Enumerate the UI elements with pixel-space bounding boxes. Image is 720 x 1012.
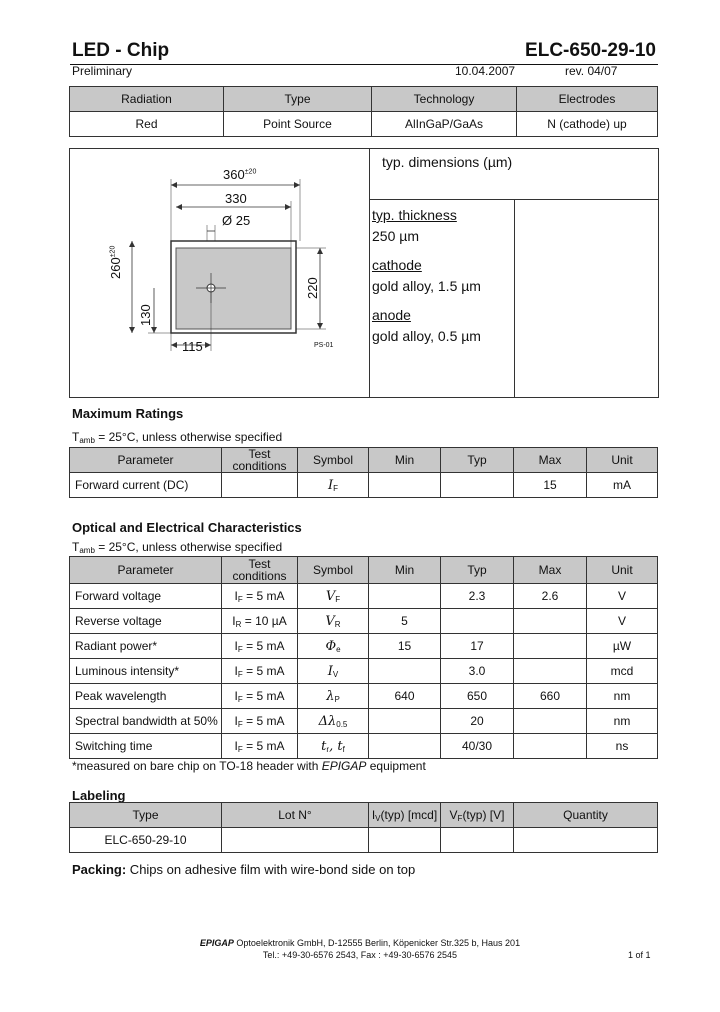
summary-header-row xyxy=(70,87,658,112)
type-header: Type xyxy=(224,87,372,112)
max-cell xyxy=(514,659,587,684)
vf-value xyxy=(441,828,514,853)
electrodes-header: Electrodes xyxy=(517,87,658,112)
max-header: Max xyxy=(514,448,587,473)
max-ratings-condition: $T_{amb} = 25^\circ C$, unless otherwise specified xyxy=(72,430,283,445)
cathode-value: gold alloy, 1.5 µm xyxy=(372,278,481,294)
min-cell xyxy=(369,659,441,684)
unit-header: Unit xyxy=(587,557,658,584)
unit-header: Unit xyxy=(587,448,658,473)
max-cell: 2.6 xyxy=(514,584,587,609)
optical-title: Optical and Electrical Characteristics xyxy=(72,520,302,535)
width-outer-label: $360^{\pm 20}$ xyxy=(223,167,257,182)
labeling-table xyxy=(69,802,658,853)
unit-cell: mA xyxy=(587,473,658,498)
symbol-header: Symbol xyxy=(298,557,369,584)
symbol-header: Symbol xyxy=(298,448,369,473)
typ-cell: 2.3 xyxy=(441,584,514,609)
technology-value: AlInGaP/GaAs xyxy=(372,112,517,137)
max-ratings-title: Maximum Ratings xyxy=(72,406,184,421)
type-value: Point Source xyxy=(224,112,372,137)
parameter-cell: Forward voltage xyxy=(70,584,222,609)
max-cell xyxy=(514,609,587,634)
parameter-cell: Forward current (DC) xyxy=(70,473,222,498)
test-conditions-header: Test conditions xyxy=(222,557,298,584)
table-row xyxy=(70,659,658,684)
parameter-cell: Peak wavelength xyxy=(70,684,222,709)
document-revision: rev. 04/07 xyxy=(565,64,618,78)
typ-cell: 17 xyxy=(441,634,514,659)
unit-cell: V xyxy=(587,609,658,634)
symbol-cell: $I_F$ xyxy=(298,473,369,498)
min-cell xyxy=(369,473,441,498)
max-cell xyxy=(514,709,587,734)
label-type-value: ELC-650-29-10 xyxy=(70,828,222,853)
min-cell xyxy=(369,734,441,759)
labeling-value-row xyxy=(70,828,658,853)
typ-cell: 20 xyxy=(441,709,514,734)
unit-cell: nm xyxy=(587,684,658,709)
table-row xyxy=(70,634,658,659)
page-number: 1 of 1 xyxy=(628,950,651,960)
optical-condition: $T_{amb} = 25^\circ C$, unless otherwise specified xyxy=(72,540,283,555)
max-ratings-table xyxy=(69,447,658,498)
dimensions-title: typ. dimensions (µm) xyxy=(382,154,513,170)
symbol-cell: $V_R$ xyxy=(298,609,369,634)
footer-contact: Tel.: +49-30-6576 2543, Fax : +49-30-6576 2545 xyxy=(262,950,458,960)
thickness-label: typ. thickness xyxy=(372,207,457,223)
max-cell xyxy=(514,734,587,759)
unit-cell: V xyxy=(587,584,658,609)
unit-cell: mcd xyxy=(587,659,658,684)
anode-label: anode xyxy=(372,307,411,323)
min-cell xyxy=(369,709,441,734)
symbol-cell: $I_V$ xyxy=(298,659,369,684)
unit-cell: ns xyxy=(587,734,658,759)
test-conditions-header: Test conditions xyxy=(222,448,298,473)
quantity-value xyxy=(514,828,658,853)
table-row xyxy=(70,609,658,634)
electrodes-value: N (cathode) up xyxy=(517,112,658,137)
unit-cell: nm xyxy=(587,709,658,734)
height-outer-label: $260^{\pm 20}$ xyxy=(108,245,123,279)
min-header: Min xyxy=(369,448,441,473)
test-cell: $I_F = 5$ mA xyxy=(222,684,298,709)
technology-header: Technology xyxy=(372,87,517,112)
test-cell: $I_F = 5$ mA xyxy=(222,584,298,609)
max-cell xyxy=(514,634,587,659)
iv-value xyxy=(369,828,441,853)
packing-info: Packing: Chips on adhesive film with wire-bond side on top xyxy=(72,862,416,877)
parameter-cell: Switching time xyxy=(70,734,222,759)
radiation-header: Radiation xyxy=(70,87,224,112)
test-cell: $I_R = 10$ µA xyxy=(222,609,298,634)
typ-header: Typ xyxy=(441,448,514,473)
lot-number-header: Lot N° xyxy=(222,803,369,828)
parameter-cell: Luminous intensity* xyxy=(70,659,222,684)
footer-address: EPIGAP Optoelektronik GmbH, D-12555 Berlin, Köpenicker Str.325 b, Haus 201 xyxy=(199,938,521,948)
summary-table xyxy=(69,86,658,137)
test-cell: $I_F = 5$ mA xyxy=(222,634,298,659)
labeling-header-row xyxy=(70,803,658,828)
parameter-header: Parameter xyxy=(70,448,222,473)
thickness-value: 250 µm xyxy=(372,228,419,244)
pad-diameter-label: Ø 25 xyxy=(222,213,251,228)
vf-header: $V_F(typ)$ [V] xyxy=(441,803,514,828)
table-row xyxy=(70,709,658,734)
lot-number-value xyxy=(222,828,369,853)
typ-cell xyxy=(441,473,514,498)
symbol-cell: $t_r$, $t_f$ xyxy=(298,734,369,759)
unit-cell: µW xyxy=(587,634,658,659)
typ-cell: 3.0 xyxy=(441,659,514,684)
document-date: 10.04.2007 xyxy=(455,64,516,78)
symbol-cell: $V_F$ xyxy=(298,584,369,609)
pad-y-label: 130 xyxy=(138,304,153,326)
optical-footnote: *measured on bare chip on TO-18 header with EPIGAP equipment xyxy=(72,759,426,773)
test-cell: $I_F = 5$ mA xyxy=(222,659,298,684)
label-type-header: Type xyxy=(70,803,222,828)
quantity-header: Quantity xyxy=(514,803,658,828)
anode-value: gold alloy, 0.5 µm xyxy=(372,328,481,344)
document-status: Preliminary xyxy=(72,64,133,78)
max-cell: 15 xyxy=(514,473,587,498)
parameter-cell: Radiant power* xyxy=(70,634,222,659)
test-cell: $I_F = 5$ mA xyxy=(222,734,298,759)
optical-header-row xyxy=(70,557,658,584)
typ-cell: 650 xyxy=(441,684,514,709)
max-cell: 660 xyxy=(514,684,587,709)
dimensions-box xyxy=(69,148,659,398)
summary-value-row xyxy=(70,112,658,137)
height-inner-label: 220 xyxy=(305,277,320,299)
typ-cell: 40/30 xyxy=(441,734,514,759)
parameter-cell: Reverse voltage xyxy=(70,609,222,634)
min-cell xyxy=(369,584,441,609)
symbol-cell: $\Phi_e$ xyxy=(298,634,369,659)
symbol-cell: $\Delta\lambda_{0.5}$ xyxy=(298,709,369,734)
width-inner-label: 330 xyxy=(225,191,247,206)
pad-x-label: 115 xyxy=(182,339,203,354)
optical-table xyxy=(69,556,658,759)
typ-cell xyxy=(441,609,514,634)
parameter-header: Parameter xyxy=(70,557,222,584)
test-cell xyxy=(222,473,298,498)
radiation-value: Red xyxy=(70,112,224,137)
table-row xyxy=(70,473,658,498)
max-header: Max xyxy=(514,557,587,584)
product-model: ELC-650-29-10 xyxy=(525,40,656,61)
min-cell: 15 xyxy=(369,634,441,659)
drawing-code: PS-01 xyxy=(314,342,334,349)
parameter-cell: Spectral bandwidth at 50% xyxy=(70,709,222,734)
table-row xyxy=(70,684,658,709)
table-row xyxy=(70,734,658,759)
test-cell: $I_F = 5$ mA xyxy=(222,709,298,734)
min-cell: 5 xyxy=(369,609,441,634)
min-cell: 640 xyxy=(369,684,441,709)
product-category: LED - Chip xyxy=(72,40,170,61)
labeling-title: Labeling xyxy=(72,788,126,803)
typ-header: Typ xyxy=(441,557,514,584)
iv-header: $I_V(typ)$ [mcd] xyxy=(369,803,441,828)
table-row xyxy=(70,584,658,609)
min-header: Min xyxy=(369,557,441,584)
max-ratings-header-row xyxy=(70,448,658,473)
symbol-cell: $\lambda_P$ xyxy=(298,684,369,709)
cathode-label: cathode xyxy=(372,257,422,273)
